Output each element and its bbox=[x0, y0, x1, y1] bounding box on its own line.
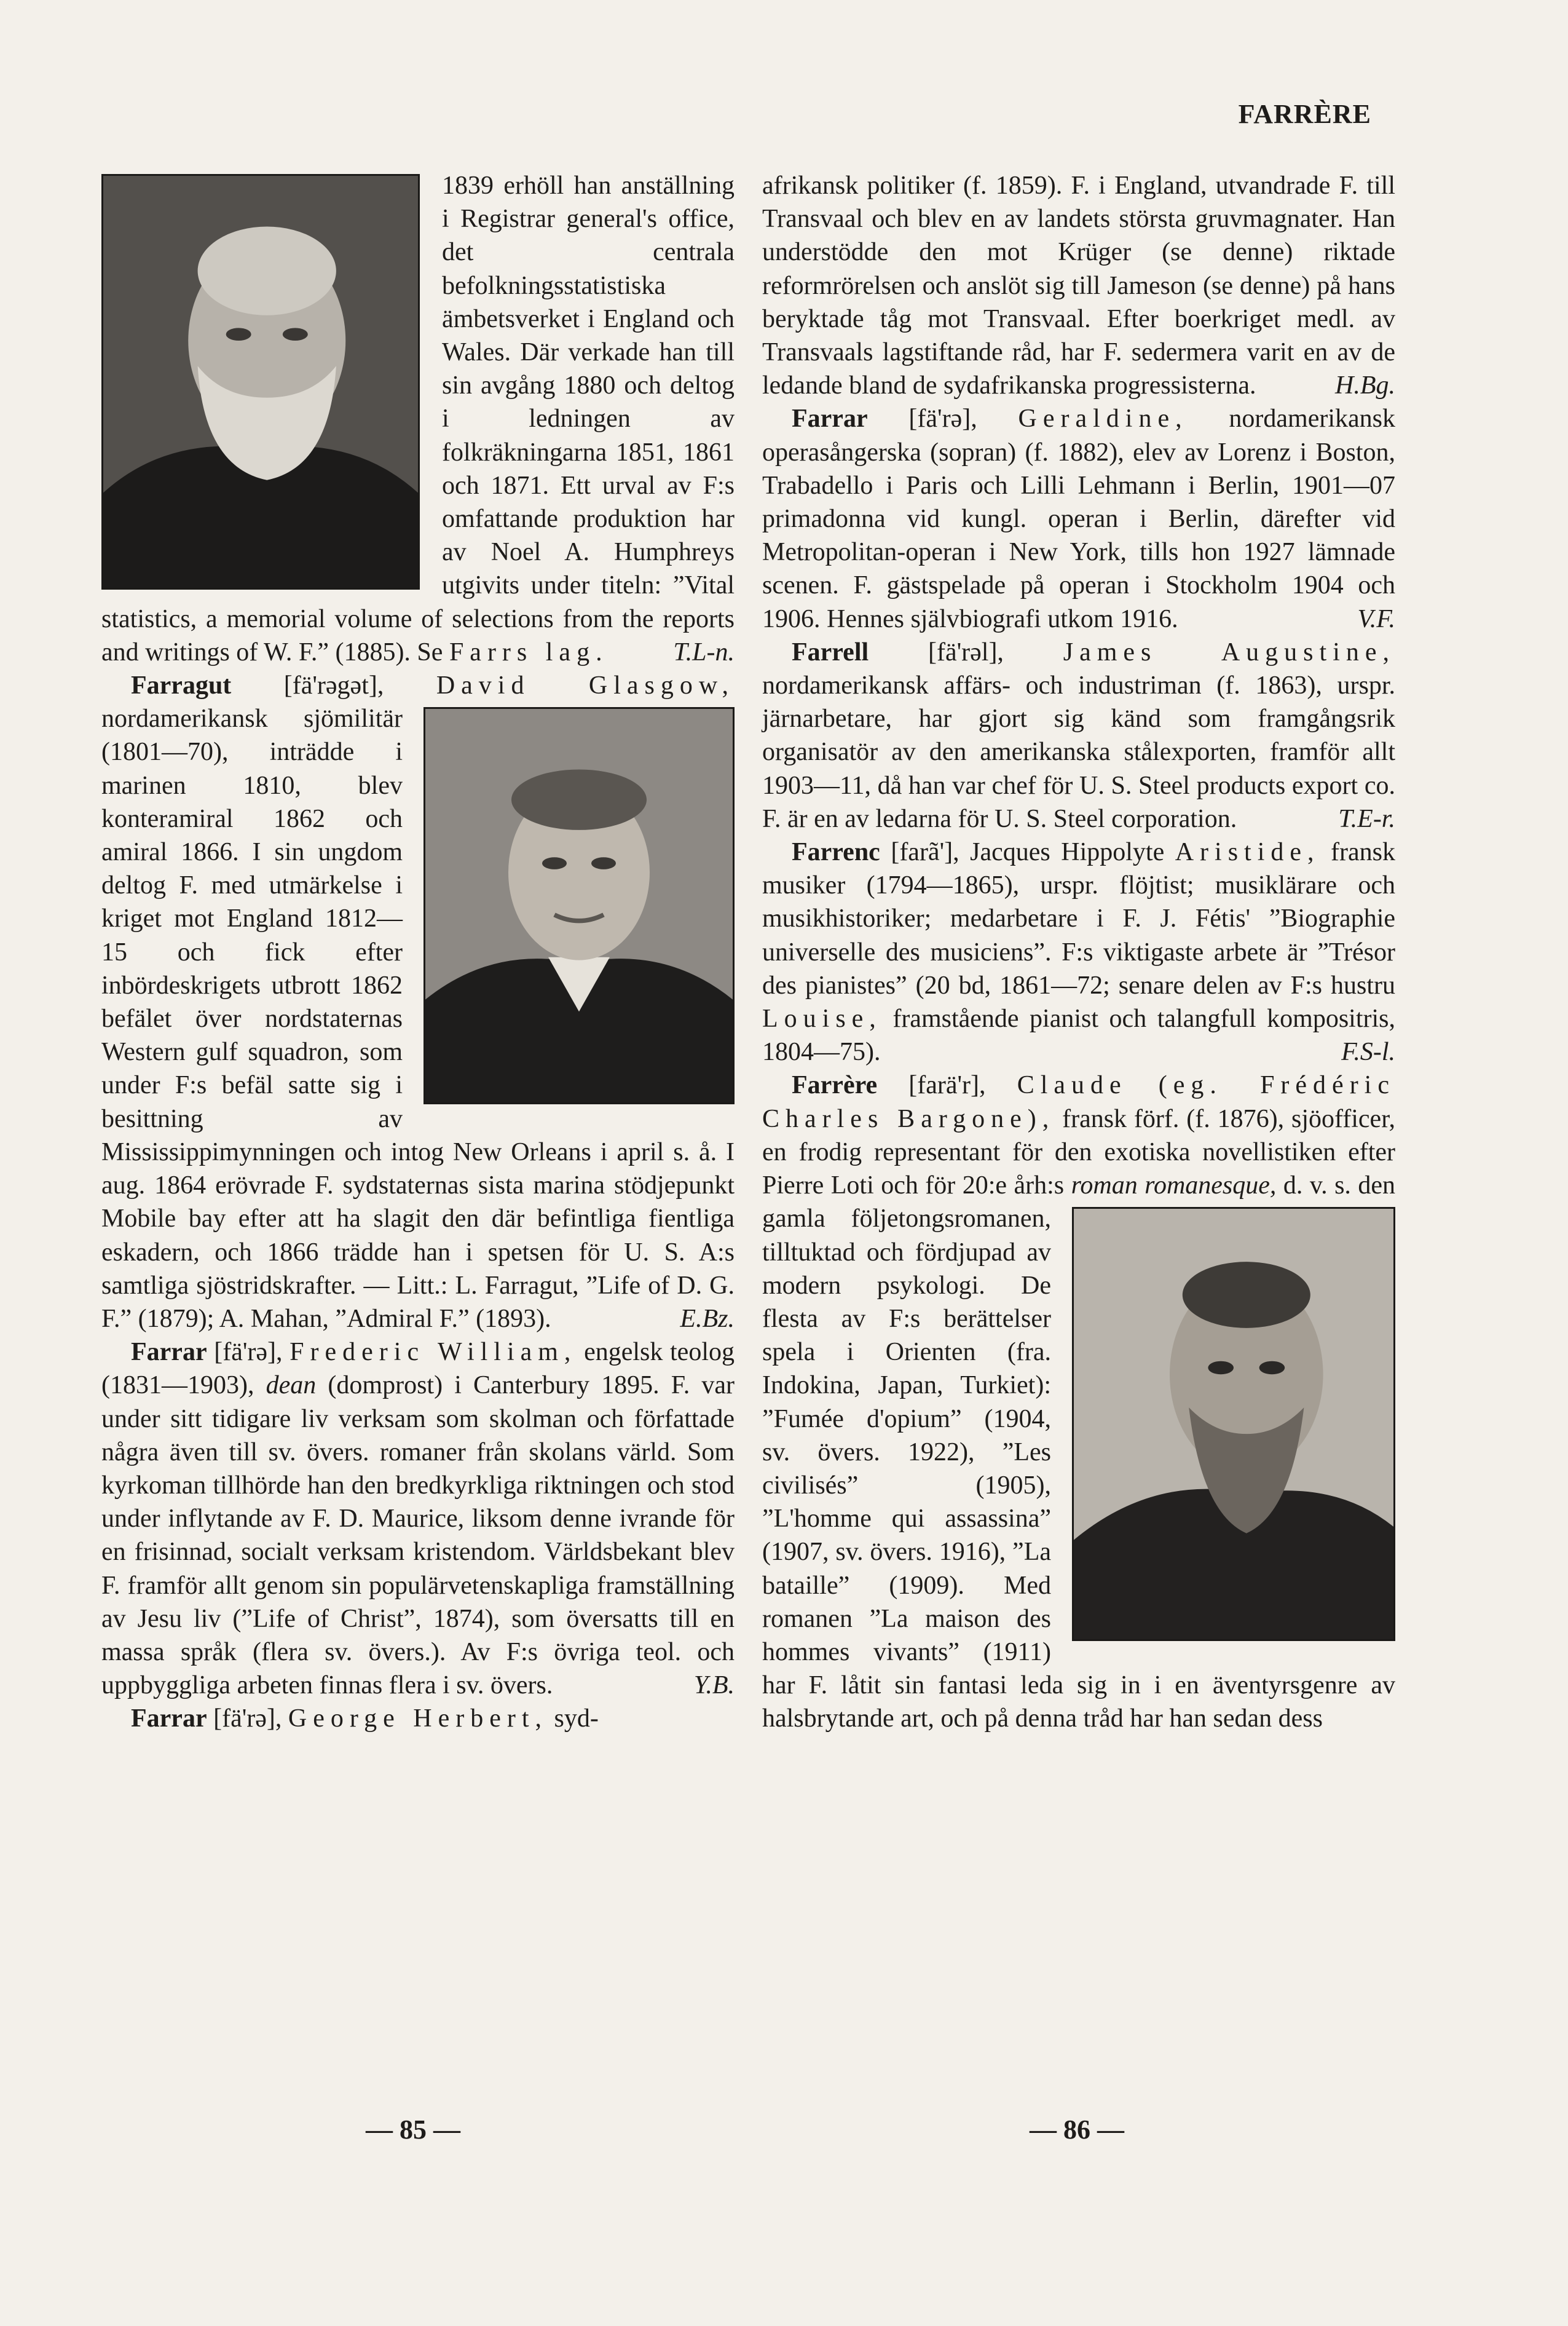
left-column bbox=[101, 169, 735, 1736]
pronunciation-farragut: [fä'rəgət], bbox=[283, 671, 384, 700]
entry-farrar-frederic-text-1: engelsk teolog (1831—1903), bbox=[101, 1338, 735, 1400]
entry-farrar-george-text: syd- bbox=[554, 1704, 599, 1733]
entry-farrere-text-1: fransk förf. (f. 1876), sjöofficer, en frodig representant för den exotiska novellistiken efter Pierre Loti och för 20:e årh:s bbox=[762, 1104, 1395, 1200]
signature-v-f: V.F. bbox=[1357, 604, 1395, 633]
running-header: FARRÈRE bbox=[1238, 99, 1371, 129]
signature-y-b: Y.B. bbox=[693, 1671, 735, 1700]
signature-e-bz: E.Bz. bbox=[680, 1304, 735, 1333]
given-name-farrar-geraldine: Geraldine, bbox=[1018, 405, 1188, 433]
given-name-farrar-george: George Herbert, bbox=[288, 1704, 548, 1733]
given-name-farrere-1: Claude bbox=[1017, 1071, 1127, 1100]
signature-f-s-l: F.S-l. bbox=[1341, 1038, 1395, 1067]
entry-farrere-text-2: d. v. s. den gamla följetongsromanen, tilltuktad och fördjupad av modern psykologi. De flesta av F:s berättelser spela i Orienten (fra. Indokina, Japan, Turkiet): ”Fumée d'opium” (1904, sv. övers. 1922), ”Les civilisés” (1905), ”L'homme qui assassina” (1907, sv. övers. 1916), ”La bataille” (1909). Med romanen ”La maison des hommes vivants” (1911) har F. låtit sin fantasi leda sig in i en äventyrsgenre av halsbrytande art, och på denna tråd har han sedan dess bbox=[762, 1171, 1396, 1733]
portrait-farr bbox=[101, 174, 420, 590]
portrait-farrere bbox=[1072, 1207, 1395, 1641]
pronunciation-farrar-geraldine: [fä'rə], bbox=[908, 405, 977, 433]
headword-farrar-george: Farrar bbox=[131, 1704, 207, 1733]
page-number-85: — 85 — bbox=[366, 2114, 460, 2145]
headword-farrell: Farrell bbox=[792, 638, 869, 667]
portrait-farragut-image bbox=[425, 709, 733, 1102]
term-dean: dean bbox=[266, 1371, 317, 1400]
portrait-farragut bbox=[424, 707, 735, 1104]
entry-farrar-george bbox=[101, 1702, 735, 1735]
entry-farr-text: 1839 erhöll han anställning i Registrar general's office, det centrala befolkningsstatistiska ämbetsverket i England och Wales. Där verkade han till sin avgång 1880 och deltog i ledningen av folkräkningarna 1851, 1861 och 1871. Ett urval av F:s omfattande produktion har av Noel A. Humphreys utgivits under titeln: ”Vital statistics, a memorial volume of selections from the reports and writings of W. F.” (1885). Se bbox=[101, 172, 735, 667]
headword-farrar-geraldine: Farrar bbox=[792, 405, 868, 433]
entry-farrar-geraldine-text: nordamerikansk operasångerska (sopran) (f. 1882), elev av Lorenz i Boston, Trabadello i Paris och Lilli Lehmann i Berlin, 1901—07 primadonna vid kungl. operan i Berlin, därefter vid Metropolitan-operan i New York, tills hon 1927 lämnade scenen. F. gästspelade på operan i Stockholm 1904 och 1906. Hennes självbiografi utkom 1916. bbox=[762, 405, 1396, 633]
given-name-farrenc-2: Aristide, bbox=[1175, 838, 1320, 867]
entry-farrenc-text-1: fransk musiker (1794—1865), urspr. flöjtist; musiklärare och musikhistoriker; medarbetare i F. J. Fétis' ”Biographie universelle des musiciens”. F:s viktigaste arbete är ”Trésor des pianistes” (20 bd, 1861—72; senare delen av F:s hustru bbox=[762, 838, 1395, 1000]
right-column bbox=[762, 169, 1395, 1736]
headword-farrar-frederic: Farrar bbox=[131, 1338, 207, 1367]
entry-farrar-frederic bbox=[101, 1335, 735, 1702]
headword-farragut: Farragut bbox=[131, 671, 232, 700]
entry-farrenc-text-2: framstående pianist och talangfull kompositris, 1804—75). bbox=[762, 1005, 1396, 1067]
pronunciation-farrar-frederic: [fä'rə], bbox=[214, 1338, 283, 1367]
entry-farragut-text: nordamerikansk sjömilitär (1801—70), inträdde i marinen 1810, blev konteramiral 1862 och amiral 1866. I sin ungdom deltog F. med utmärkelse i kriget mot England 1812—15 och fick efter inbördeskrigets utbrott 1862 befälet över nordstaternas Western gulf squadron, som under F:s befäl satte sig i besittning av Mississippimynningen och intog New Orleans i april s. å. I aug. 1864 erövrade F. sydstaternas sista marina stödjepunkt Mobile bay efter att ha slagit den där befintliga fientliga eskadern, och 1866 trädde han i spetsen för U. S. A:s samtliga sjöstridskrafter. — Litt.: L. Farragut, ”Life of D. G. F.” (1879); A. Mahan, ”Admiral F.” (1893). bbox=[101, 705, 735, 1333]
entry-farrell-text: nordamerikansk affärs- och industriman (f. 1863), urspr. järnarbetare, har gjort sig känd som framgångsrik organisatör av den amerikanska stålexporten, framför allt 1903—11, då han var chef för U. S. Steel products export co. F. är en av ledarna för U. S. Steel corporation. bbox=[762, 671, 1395, 833]
given-name-farrell: James Augustine, bbox=[1063, 638, 1396, 667]
pronunciation-farrenc: [farã'], bbox=[891, 838, 959, 867]
entry-farrar-frederic-text-2: (domprost) i Canterbury 1895. F. var under sitt tidigare liv verksam som skolman och författade några även till sv. övers. romaner från skolans värld. Som kyrkoman tillhörde han den bredkyrkliga riktningen och stod under inflytande av F. D. Maurice, liksom denne ivrande för en frisinnad, socialt verksam kristendom. Världsbekant blev F. framför allt genom sin populärvetenskapliga framställning av Jesu liv (”Life of Christ”, 1874), som översatts till en massa språk (flera sv. övers.). Av F:s övriga teol. och uppbyggliga arbeten finnas flera i sv. övers. bbox=[101, 1371, 735, 1700]
signature-h-bg: H.Bg. bbox=[1335, 371, 1395, 400]
headword-farrere: Farrère bbox=[792, 1071, 878, 1100]
portrait-farrere-image bbox=[1074, 1209, 1393, 1639]
entry-farrar-george-cont-text: afrikansk politiker (f. 1859). F. i England, utvandrade F. till Transvaal och blev en av landets största gruvmagnater. Han understödde den mot Krüger (se denne) riktade reformrörelsen och anslöt sig till Jameson (se denne) på hans beryktade tåg mot Transvaal. Efter boerkriget medl. av Transvaals lagstiftande råd, har F. sedermera varit en av de ledande bland de sydafrikanska progressisterna. bbox=[762, 172, 1395, 400]
entry-farr-continued bbox=[101, 169, 735, 669]
name-louise: Louise, bbox=[762, 1005, 882, 1034]
entry-farrar-geraldine bbox=[762, 402, 1395, 635]
headword-farrenc: Farrenc bbox=[792, 838, 880, 867]
pronunciation-farrell: [fä'rəl], bbox=[928, 638, 1004, 667]
entry-farrell bbox=[762, 636, 1395, 836]
entry-farragut bbox=[101, 669, 735, 1335]
portrait-farr-image bbox=[103, 176, 418, 588]
given-name-farrenc-1: Jacques Hippolyte bbox=[970, 838, 1165, 867]
given-name-farrere-2: (eg. Frédéric Charles Bargone), bbox=[762, 1071, 1395, 1133]
given-name-farragut: David Glasgow, bbox=[436, 671, 735, 700]
entry-farrar-george-continued bbox=[762, 169, 1395, 402]
entry-farrenc bbox=[762, 836, 1395, 1069]
pronunciation-farrar-george: [fä'rə], bbox=[213, 1704, 282, 1733]
signature-t-l-n: T.L-n. bbox=[673, 638, 735, 667]
given-name-farrar-frederic: Frederic William, bbox=[290, 1338, 577, 1367]
page-number-86: — 86 — bbox=[1030, 2114, 1124, 2145]
pronunciation-farrere: [farä'r], bbox=[908, 1071, 986, 1100]
entry-farrere bbox=[762, 1069, 1395, 1735]
cross-reference-farrs-lag: Farrs lag. bbox=[449, 638, 609, 667]
signature-t-e-r: T.E-r. bbox=[1338, 804, 1395, 833]
term-roman-romanesque: roman romanesque, bbox=[1071, 1171, 1277, 1200]
